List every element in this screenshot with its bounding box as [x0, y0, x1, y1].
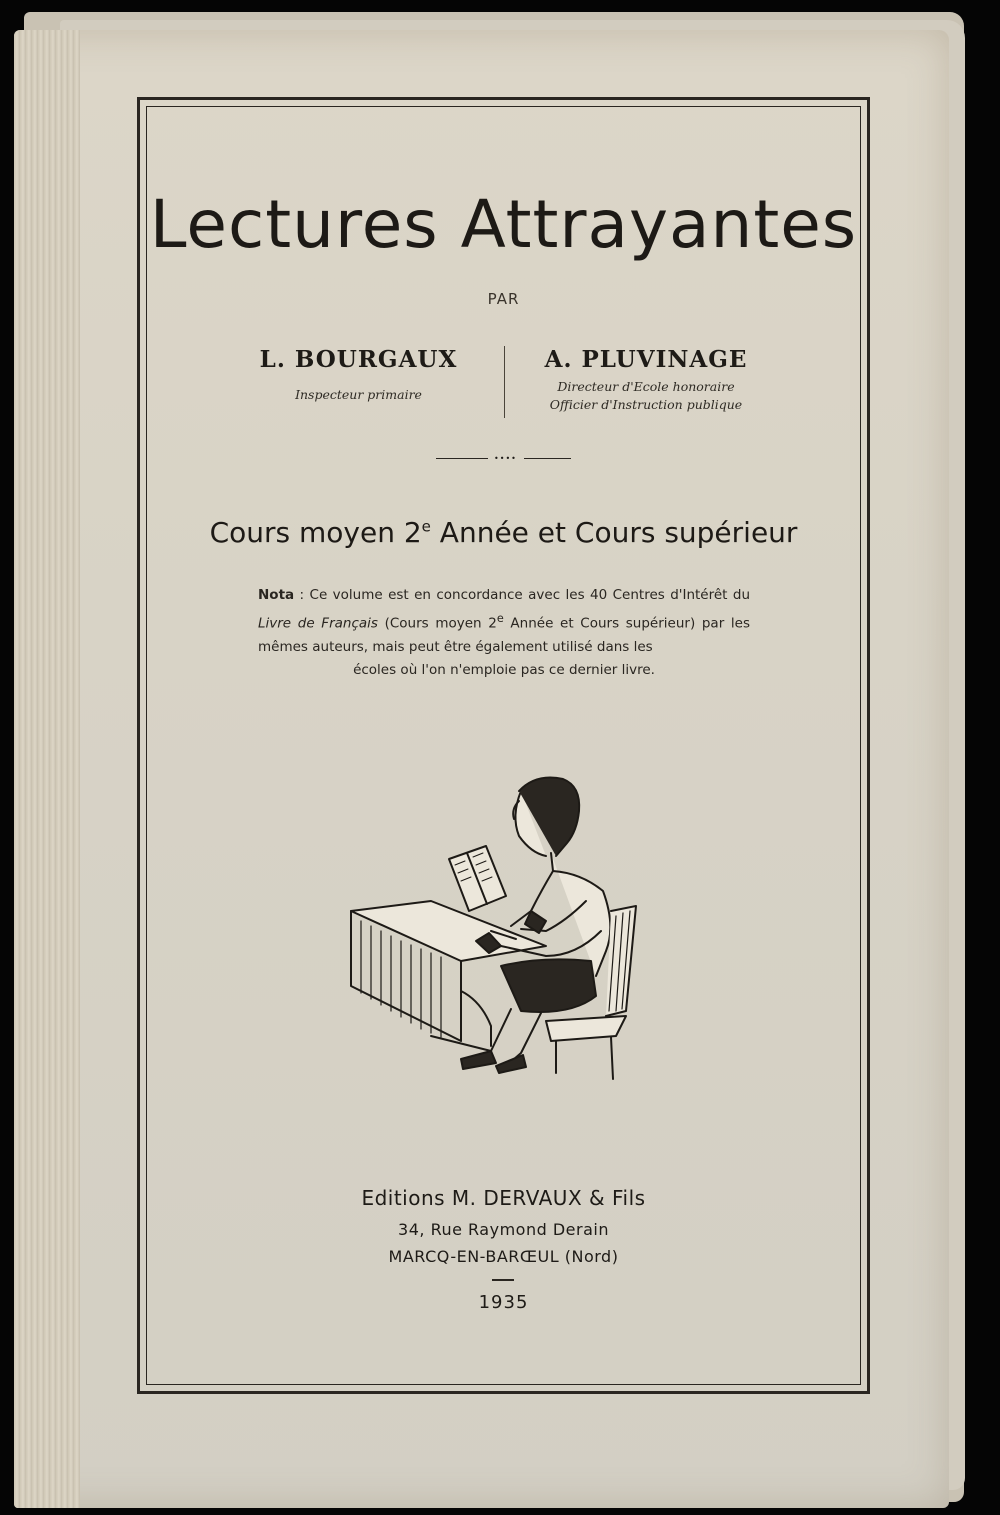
author-name-pluvinage: A. PLUVINAGE: [544, 346, 748, 373]
book-title: Lectures Attrayantes: [149, 186, 858, 263]
nota-book-reference: Livre de Français: [258, 615, 378, 632]
author-divider: [504, 346, 505, 418]
nota-text: Ce volume est en concordance avec les 40 Centres d'Intérêt du: [309, 587, 750, 603]
author-name-bourgaux: L. BOURGAUX: [259, 346, 458, 373]
book-subtitle: [146, 516, 861, 549]
publisher-dash: [492, 1279, 514, 1281]
nota-last-line: écoles où l'on n'emploie pas ce dernier livre.: [353, 661, 655, 678]
author-role-pluvinage: [526, 378, 766, 414]
author-role-line: Officier d'Instruction publique: [549, 397, 743, 412]
author-role-line: Directeur d'Ecole honoraire: [557, 379, 735, 394]
publisher-name: Editions M. DERVAUX & Fils: [361, 1186, 646, 1210]
boy-reading-at-desk-illustration: [341, 761, 661, 1081]
par-label: PAR: [487, 290, 520, 308]
book-spine: [14, 30, 80, 1508]
nota-text: (Cours moyen 2: [377, 615, 497, 632]
publication-year: 1935: [478, 1292, 529, 1313]
nota-paragraph: [258, 584, 750, 682]
publisher-address: 34, Rue Raymond Derain: [398, 1220, 609, 1239]
nota-label: Nota: [258, 587, 295, 603]
author-role-line: Inspecteur primaire: [295, 387, 422, 402]
ornament-divider: ••••: [436, 455, 571, 463]
cover-content: [146, 106, 861, 1385]
nota-text: Année et Cours supérieur) par les mêmes auteurs, mais peut être également utilisé dans les: [258, 615, 750, 655]
subtitle-text-end: Année et Cours supérieur: [430, 516, 798, 549]
author-role-bourgaux: [246, 386, 471, 404]
subtitle-text: Cours moyen 2: [209, 516, 422, 549]
nota-superscript: e: [496, 612, 504, 625]
publisher-city: MARCQ-EN-BARŒUL (Nord): [388, 1247, 619, 1266]
subtitle-superscript: e: [421, 517, 431, 536]
nota-separator: :: [294, 587, 310, 603]
